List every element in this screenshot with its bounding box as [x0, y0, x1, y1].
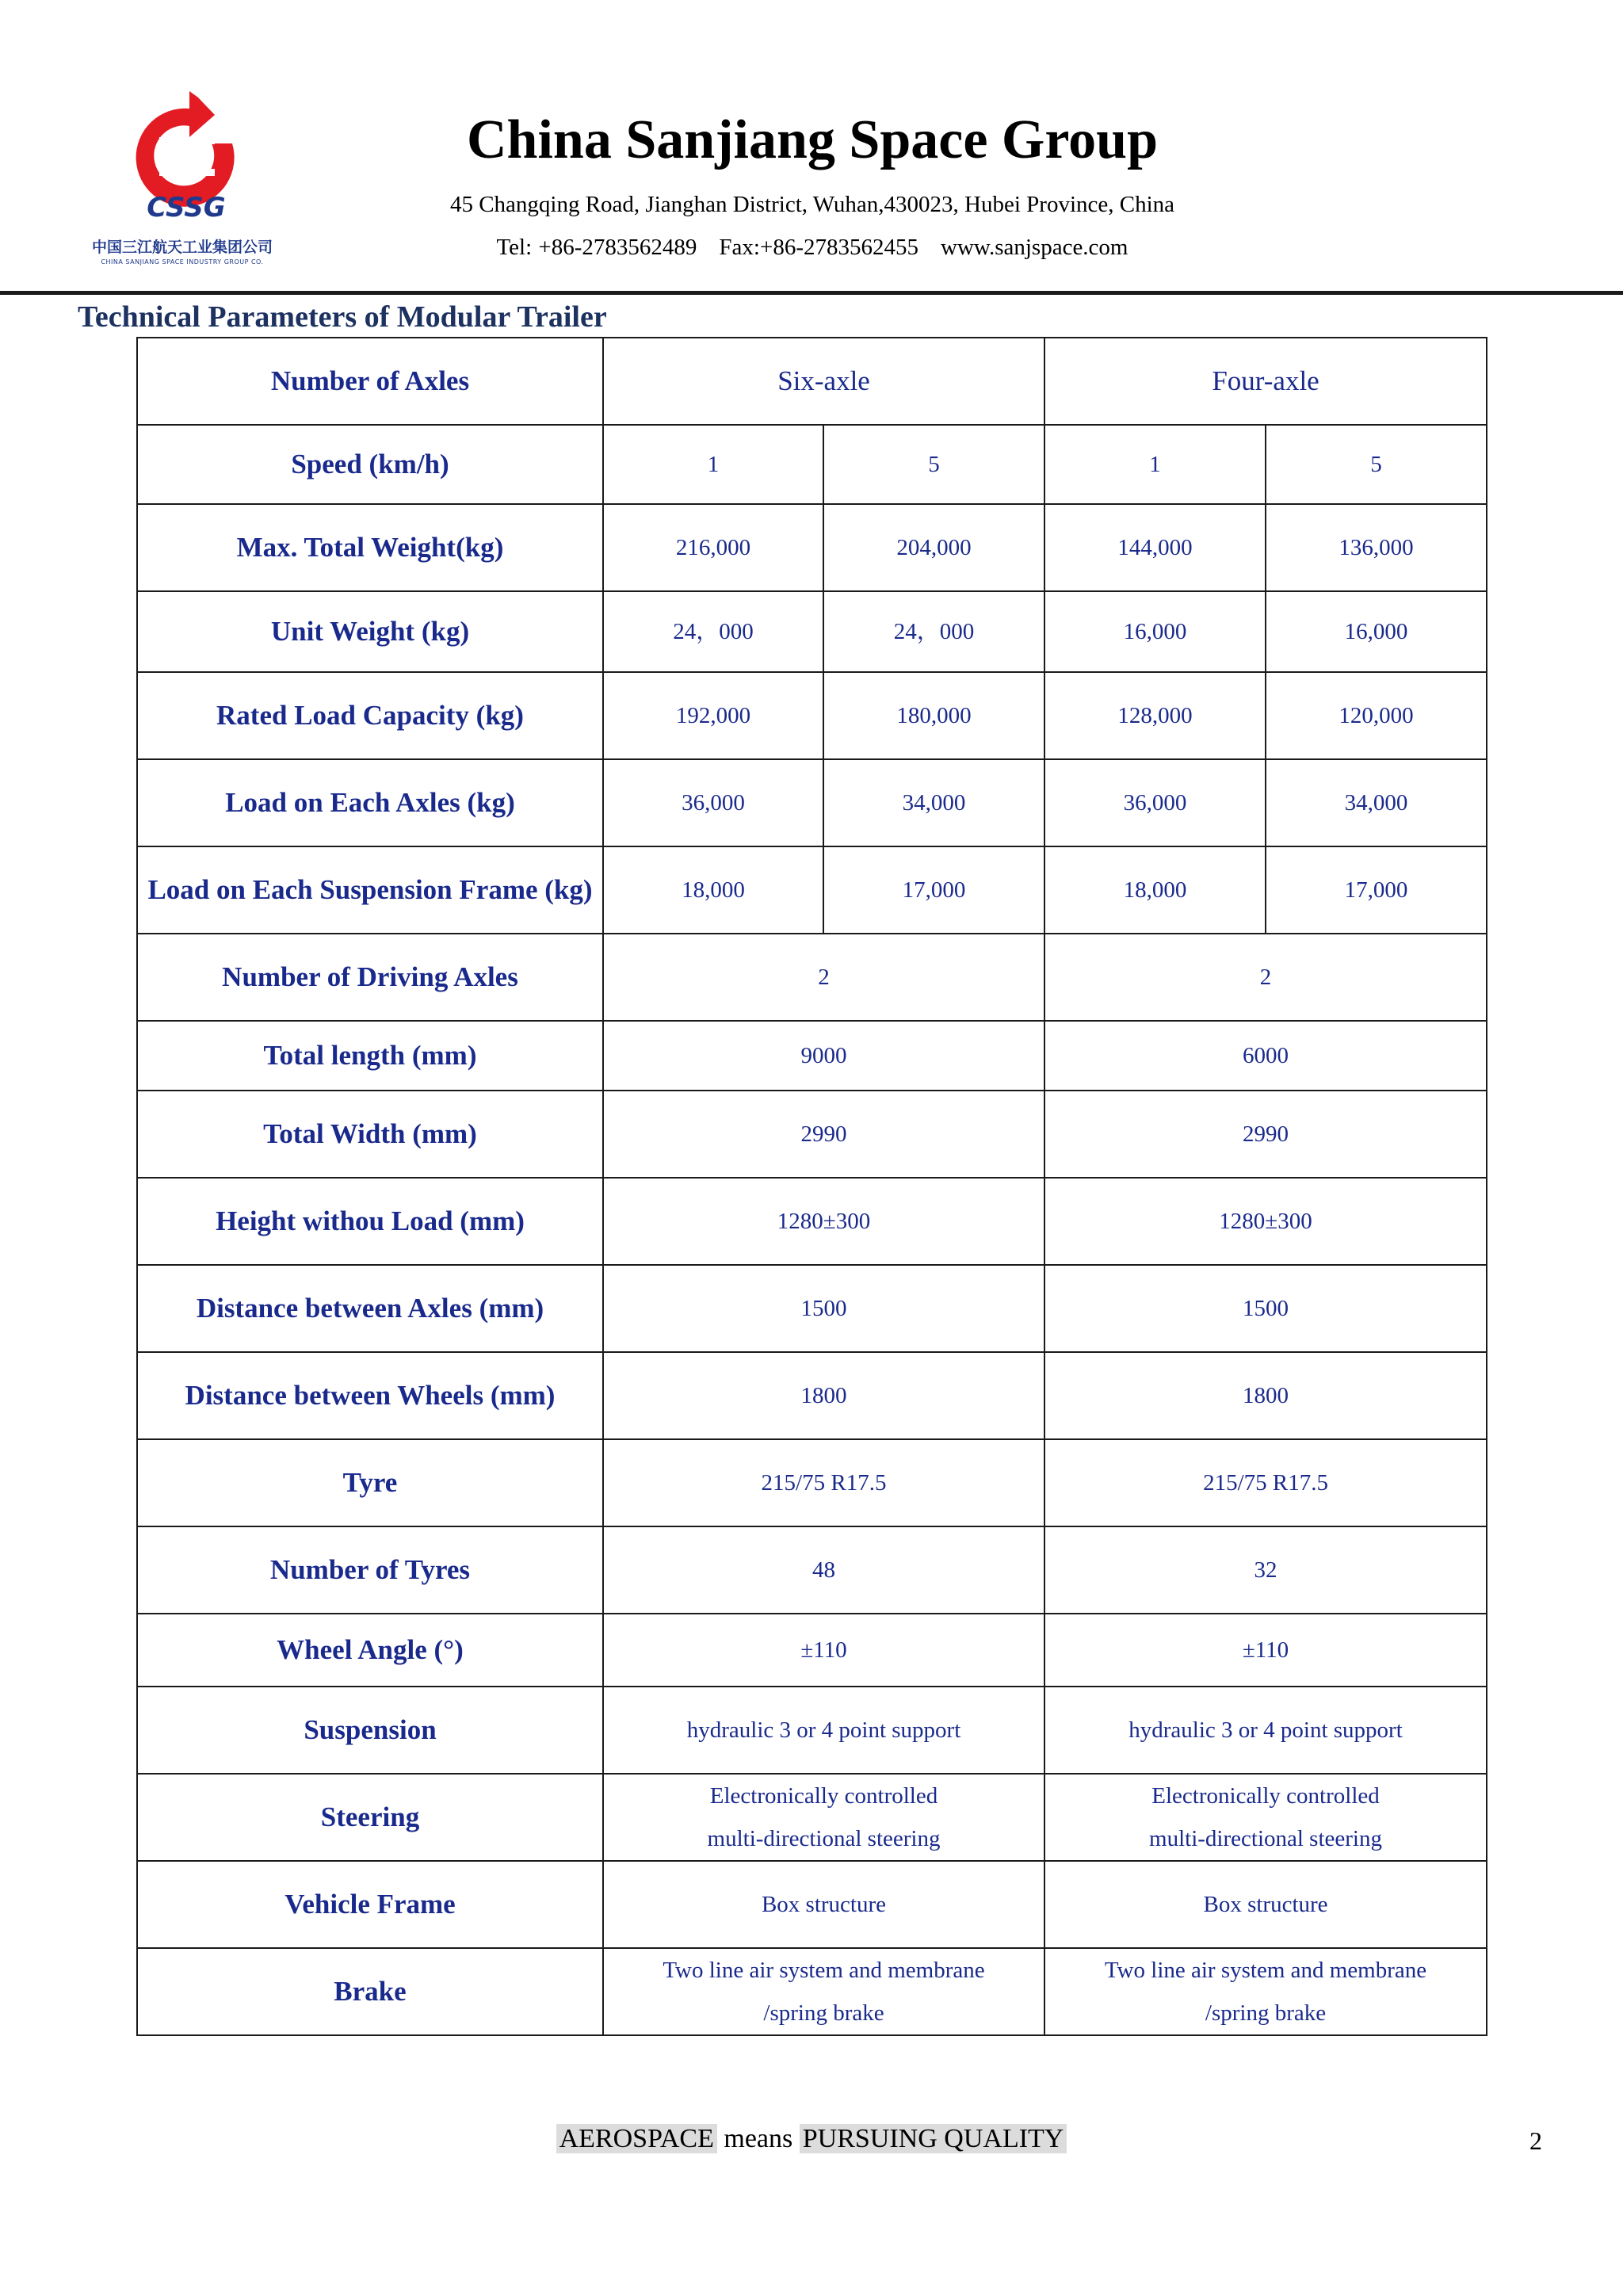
table-cell: 24，000	[603, 591, 823, 672]
row-label: Total Width (mm)	[137, 1091, 603, 1178]
row-label: Brake	[137, 1948, 603, 2035]
row-label: Speed (km/h)	[137, 425, 603, 504]
table-row	[137, 1614, 1487, 1687]
table-cell: 2	[1044, 934, 1487, 1021]
cssg-logo-icon	[123, 91, 250, 222]
row-label: Number of Axles	[137, 338, 603, 425]
footer-highlight: PURSUING QUALITY	[800, 2124, 1067, 2153]
footer-text: means	[716, 2124, 800, 2153]
table-cell: 5	[1266, 425, 1487, 504]
row-label: Suspension	[137, 1687, 603, 1774]
table-cell: 6000	[1044, 1021, 1487, 1091]
company-contacts	[380, 235, 1244, 261]
table-cell: ±110	[603, 1614, 1044, 1687]
table-row	[137, 1948, 1487, 2035]
table-cell: 136,000	[1266, 504, 1487, 591]
table-cell: 215/75 R17.5	[603, 1439, 1044, 1526]
table-row	[137, 1774, 1487, 1861]
table-row	[137, 338, 1487, 425]
website-link[interactable]: www.sanjspace.com	[941, 235, 1128, 260]
header-four-axle: Four-axle	[1044, 338, 1487, 425]
cell-line: /spring brake	[1205, 2000, 1327, 2026]
row-label: Vehicle Frame	[137, 1861, 603, 1948]
footer-highlight: AEROSPACE	[556, 2124, 717, 2153]
row-label: Rated Load Capacity (kg)	[137, 672, 603, 759]
table-cell: 9000	[603, 1021, 1044, 1091]
table-cell: 36,000	[603, 759, 823, 846]
table-row	[137, 1861, 1487, 1948]
table-cell: 2990	[603, 1091, 1044, 1178]
table-cell: 36,000	[1044, 759, 1266, 846]
table-row	[137, 504, 1487, 591]
table-cell: 34,000	[823, 759, 1044, 846]
page-number: 2	[1529, 2126, 1542, 2155]
table-cell: 17,000	[1266, 846, 1487, 934]
table-row	[137, 1352, 1487, 1439]
table-cell: 1500	[1044, 1265, 1487, 1352]
table-cell: 192,000	[603, 672, 823, 759]
company-name: China Sanjiang Space Group	[466, 109, 1159, 170]
table-cell: 1800	[1044, 1352, 1487, 1439]
table-cell: 215/75 R17.5	[1044, 1439, 1487, 1526]
table-cell	[1044, 1948, 1487, 2035]
table-cell: 180,000	[823, 672, 1044, 759]
table-row	[137, 591, 1487, 672]
cell-line: multi-directional steering	[1149, 1826, 1382, 1851]
table-row	[137, 1526, 1487, 1614]
table-row	[137, 1265, 1487, 1352]
table-cell: 24，000	[823, 591, 1044, 672]
table-cell: 144,000	[1044, 504, 1266, 591]
company-logo	[79, 91, 285, 273]
row-label: Max. Total Weight(kg)	[137, 504, 603, 591]
table-row	[137, 846, 1487, 934]
table-cell: hydraulic 3 or 4 point support	[603, 1687, 1044, 1774]
table-cell: 32	[1044, 1526, 1487, 1614]
table-cell: 1500	[603, 1265, 1044, 1352]
cell-line: /spring brake	[763, 2000, 884, 2026]
table-cell: 16,000	[1044, 591, 1266, 672]
table-row	[137, 1091, 1487, 1178]
table-cell: 1	[1044, 425, 1266, 504]
table-cell: 216,000	[603, 504, 823, 591]
header-six-axle: Six-axle	[603, 338, 1044, 425]
table-cell: 16,000	[1266, 591, 1487, 672]
table-cell: 18,000	[603, 846, 823, 934]
table-cell	[1044, 1774, 1487, 1861]
cell-line: Two line air system and membrane	[663, 1958, 985, 1983]
table-cell: Box structure	[1044, 1861, 1487, 1948]
table-cell: 18,000	[1044, 846, 1266, 934]
company-address: 45 Changqing Road, Jianghan District, Wuhan,430023, Hubei Province, China	[449, 192, 1175, 217]
table-row	[137, 425, 1487, 504]
fax: Fax:+86-2783562455	[719, 235, 918, 260]
row-label: Distance between Axles (mm)	[137, 1265, 603, 1352]
row-label: Distance between Wheels (mm)	[137, 1352, 603, 1439]
row-label: Load on Each Axles (kg)	[137, 759, 603, 846]
row-label: Tyre	[137, 1439, 603, 1526]
table-cell: 1280±300	[603, 1178, 1044, 1265]
page-footer	[0, 2124, 1623, 2154]
table-cell: hydraulic 3 or 4 point support	[1044, 1687, 1487, 1774]
table-row	[137, 1178, 1487, 1265]
table-cell	[603, 1948, 1044, 2035]
table-cell: 120,000	[1266, 672, 1487, 759]
table-cell: ±110	[1044, 1614, 1487, 1687]
telephone: Tel: +86-2783562489	[496, 235, 697, 260]
logo-chinese-name: 中国三江航天工业集团公司	[91, 239, 273, 256]
header-divider	[0, 291, 1623, 295]
table-cell: 34,000	[1266, 759, 1487, 846]
table-row	[137, 759, 1487, 846]
table-row	[137, 1687, 1487, 1774]
cell-line: Two line air system and membrane	[1104, 1958, 1427, 1983]
svg-text:CSSG: CSSG	[147, 192, 226, 222]
table-cell	[603, 1774, 1044, 1861]
table-cell: 1	[603, 425, 823, 504]
row-label: Load on Each Suspension Frame (kg)	[137, 846, 603, 934]
cell-line: Electronically controlled	[1151, 1783, 1380, 1809]
table-cell: Box structure	[603, 1861, 1044, 1948]
table-cell: 17,000	[823, 846, 1044, 934]
spec-table	[136, 337, 1487, 2036]
row-label: Unit Weight (kg)	[137, 591, 603, 672]
logo-english-name: CHINA SANJIANG SPACE INDUSTRY GROUP CO.	[101, 258, 264, 266]
table-cell: 1280±300	[1044, 1178, 1487, 1265]
table-row	[137, 1021, 1487, 1091]
row-label: Total length (mm)	[137, 1021, 603, 1091]
table-cell: 5	[823, 425, 1044, 504]
cell-line: multi-directional steering	[707, 1826, 941, 1851]
table-cell: 128,000	[1044, 672, 1266, 759]
row-label: Steering	[137, 1774, 603, 1861]
table-row	[137, 1439, 1487, 1526]
row-label: Number of Driving Axles	[137, 934, 603, 1021]
cell-line: Electronically controlled	[709, 1783, 938, 1809]
table-row	[137, 672, 1487, 759]
row-label: Height withou Load (mm)	[137, 1178, 603, 1265]
table-cell: 1800	[603, 1352, 1044, 1439]
section-title: Technical Parameters of Modular Trailer	[78, 300, 607, 334]
table-cell: 48	[603, 1526, 1044, 1614]
table-row	[137, 934, 1487, 1021]
page-header	[0, 0, 1623, 297]
table-cell: 2	[603, 934, 1044, 1021]
row-label: Wheel Angle (°)	[137, 1614, 603, 1687]
table-cell: 204,000	[823, 504, 1044, 591]
table-cell: 2990	[1044, 1091, 1487, 1178]
row-label: Number of Tyres	[137, 1526, 603, 1614]
